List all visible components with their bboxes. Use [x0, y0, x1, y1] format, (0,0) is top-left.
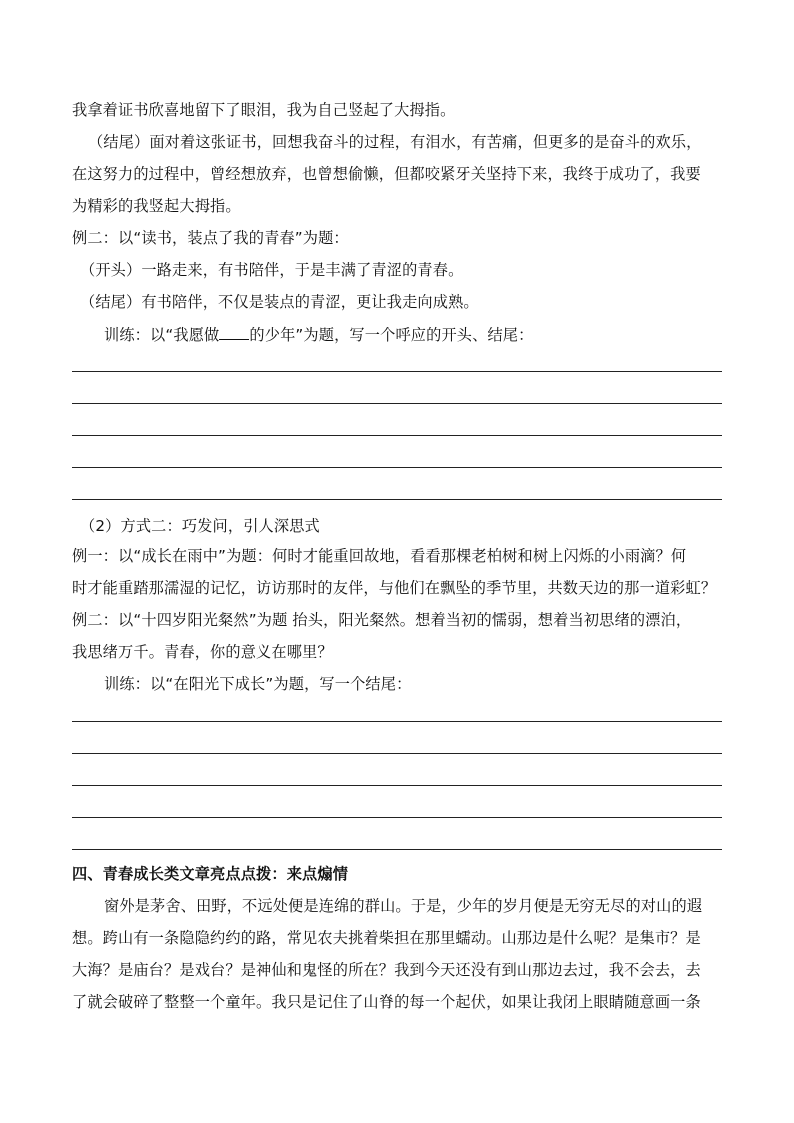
- paragraph-line: 窗外是茅舍、田野，不远处便是连绵的群山。于是，少年的岁月便是无穷无尽的对山的遐: [104, 897, 703, 915]
- answer-line[interactable]: [72, 721, 722, 722]
- training-prompt: [104, 324, 756, 345]
- section-heading: 四、青春成长类文章亮点点拨：来点煽情: [72, 865, 349, 883]
- answer-line[interactable]: [72, 785, 722, 786]
- fill-in-blank[interactable]: [219, 324, 249, 340]
- example-line: 例一：以“成长在雨中”为题：何时才能重回故地，看看那棵老柏树和树上闪烁的小雨滴？何: [72, 547, 687, 565]
- example-line: 我思绪万千。青春，你的意义在哪里？: [72, 643, 333, 661]
- answer-line[interactable]: [72, 817, 722, 818]
- method-heading: （2）方式二：巧发问，引人深思式: [80, 517, 320, 535]
- paragraph-line: （结尾）面对着这张证书，回想我奋斗的过程，有泪水，有苦痛，但更多的是奋斗的欢乐，: [88, 133, 702, 151]
- answer-line[interactable]: [72, 499, 722, 500]
- training-suffix: 的少年”为题，写一个呼应的开头、结尾：: [249, 326, 534, 344]
- answer-line[interactable]: [72, 435, 722, 436]
- example-line: 例二：以“读书，装点了我的青春”为题：: [72, 229, 349, 247]
- paragraph-line: 大海？是庙台？是戏台？是神仙和鬼怪的所在？我到今天还没有到山那边去过，我不会去，去: [72, 961, 701, 979]
- paragraph-line: （开头）一路走来，有书陪伴，于是丰满了青涩的青春。: [80, 261, 464, 279]
- paragraph-line: 为精彩的我竖起大拇指。: [72, 197, 241, 215]
- paragraph-line: 在这努力的过程中，曾经想放弃，也曾想偷懒，但都咬紧牙关坚持下来，我终于成功了，我要: [72, 165, 701, 183]
- training-prefix: 训练：以“我愿做: [104, 326, 220, 344]
- example-line: 时才能重踏那濡湿的记忆，访访那时的友伴，与他们在飘坠的季节里，共数天边的那一道彩虹？: [72, 579, 717, 597]
- paragraph-line: 想。跨山有一条隐隐约约的路，常见农夫挑着柴担在那里蠕动。山那边是什么呢？是集市？是: [72, 929, 701, 947]
- answer-line[interactable]: [72, 403, 722, 404]
- answer-line[interactable]: [72, 753, 722, 754]
- answer-line[interactable]: [72, 371, 722, 372]
- answer-line[interactable]: [72, 467, 722, 468]
- paragraph-line: （结尾）有书陪伴，不仅是装点的青涩，更让我走向成熟。: [80, 293, 479, 311]
- training-prompt: 训练：以“在阳光下成长”为题，写一个结尾：: [104, 675, 412, 693]
- example-line: 例二：以“十四岁阳光粲然”为题 抬头，阳光粲然。想着当初的懦弱，想着当初思绪的漂泊，: [72, 611, 692, 629]
- paragraph-line: 了就会破碎了整整一个童年。我只是记住了山脊的每一个起伏，如果让我闭上眼睛随意画一条: [72, 993, 701, 1011]
- answer-line[interactable]: [72, 849, 722, 850]
- paragraph-line: 我拿着证书欣喜地留下了眼泪，我为自己竖起了大拇指。: [72, 101, 456, 119]
